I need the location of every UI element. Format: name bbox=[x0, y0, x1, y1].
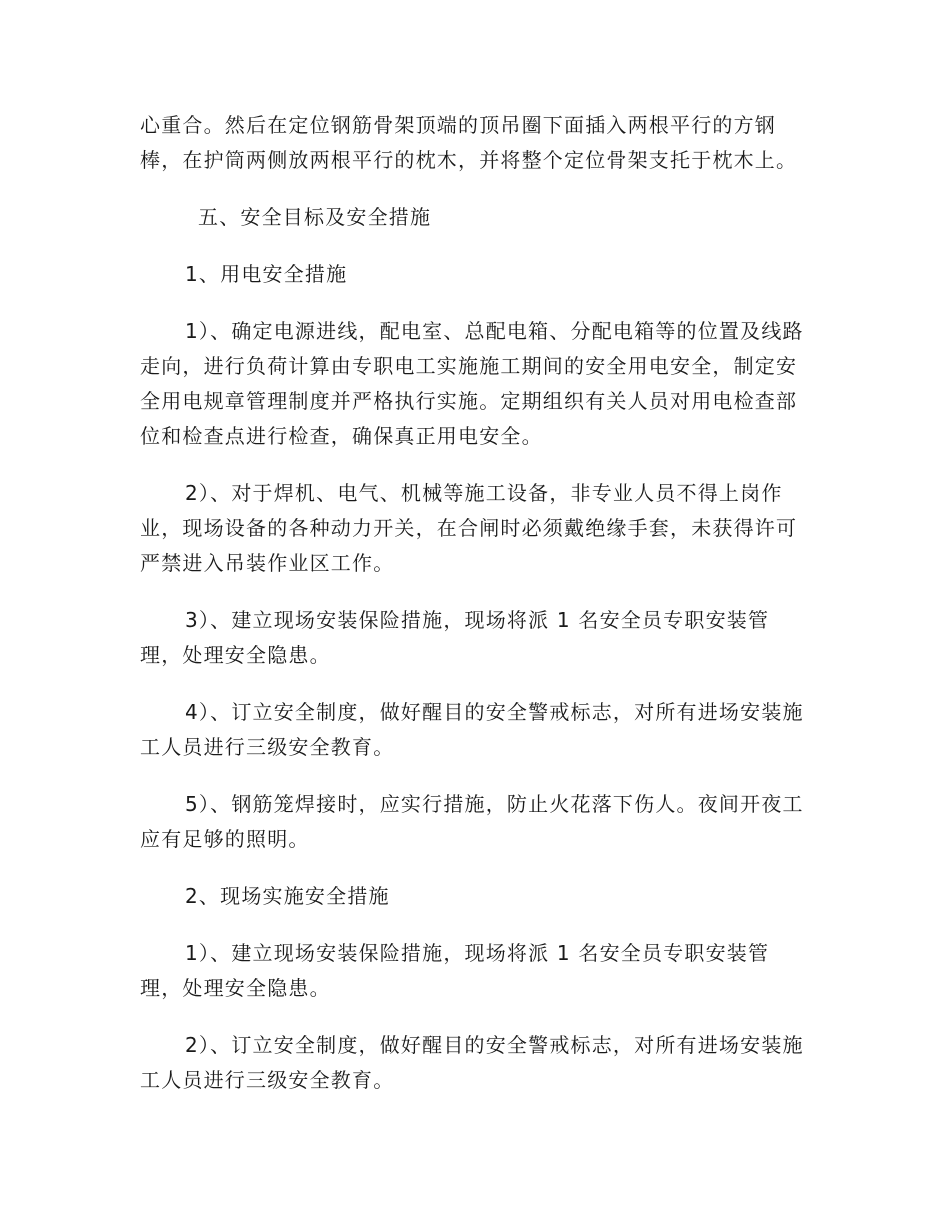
section-title: 五、安全目标及安全措施 bbox=[198, 205, 432, 229]
electrical-item-4: 4）、订立安全制度，做好醒目的安全警戒标志，对所有进场安装施工人员进行三级安全教育。 bbox=[140, 700, 804, 759]
site-item-1: 1）、建立现场安装保险措施，现场将派 1 名安全员专职安装管理，处理安全隐患。 bbox=[140, 941, 770, 1000]
electrical-item-1: 1）、确定电源进线，配电室、总配电箱、分配电箱等的位置及线路走向，进行负荷计算由专职电工实施施工期间的安全用电安全，制定安全用电规章管理制度并严格执行实施。定期组织有关人员对用电检查部位和检查点进行检查，确保真正用电安全。 bbox=[140, 319, 804, 448]
document-body bbox=[140, 108, 810, 1120]
electrical-item-2: 2）、对于焊机、电气、机械等施工设备，非专业人员不得上岗作业，现场设备的各种动力开关，在合闸时必须戴绝缘手套，未获得许可严禁进入吊装作业区工作。 bbox=[140, 481, 798, 575]
site-safety-title: 2、现场实施安全措施 bbox=[185, 884, 390, 908]
electrical-item-5: 5）、钢筋笼焊接时，应实行措施，防止火花落下伤人。夜间开夜工应有足够的照明。 bbox=[140, 792, 804, 851]
intro-paragraph: 心重合。然后在定位钢筋骨架顶端的顶吊圈下面插入两根平行的方钢棒，在护筒两侧放两根平行的枕木，并将整个定位骨架支托于枕木上。 bbox=[140, 113, 798, 172]
electrical-safety-title: 1、用电安全措施 bbox=[185, 262, 348, 286]
site-item-2: 2）、订立安全制度，做好醒目的安全警戒标志，对所有进场安装施工人员进行三级安全教育。 bbox=[140, 1033, 804, 1092]
electrical-item-3: 3）、建立现场安装保险措施，现场将派 1 名安全员专职安装管理，处理安全隐患。 bbox=[140, 608, 770, 667]
